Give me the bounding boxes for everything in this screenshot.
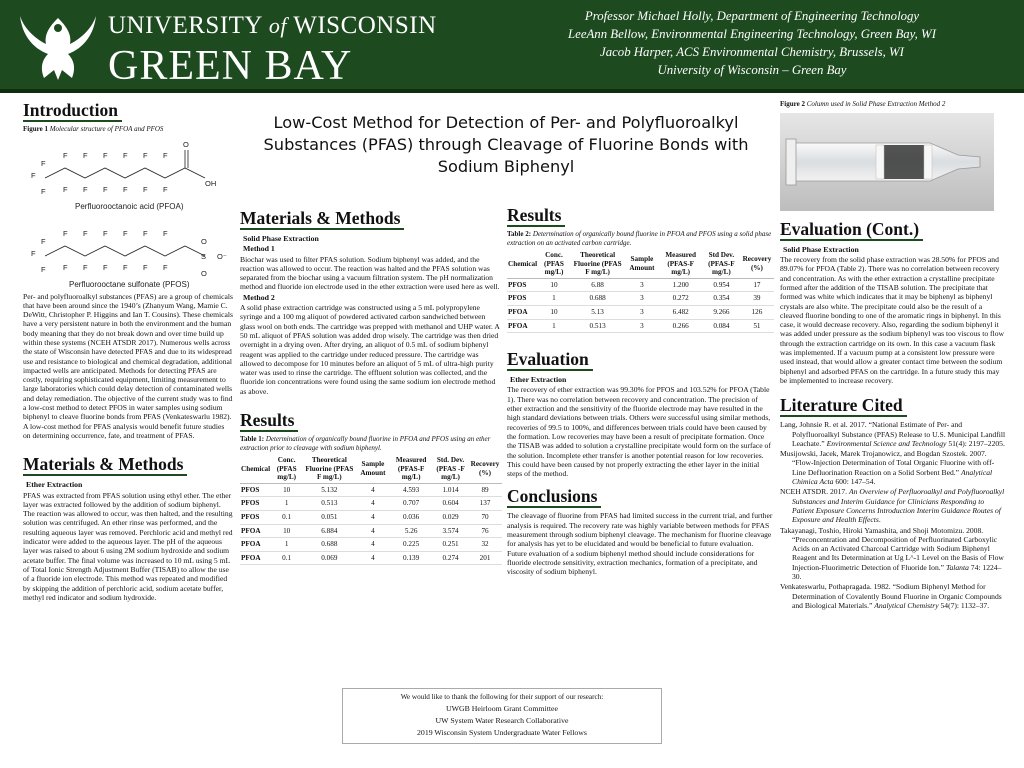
ether-extraction-text: PFAS was extracted from PFAS solution using ethyl ether. The ether layer was extracted followed by the addition of sodium biphenyl. The reaction was allowed to occur, was then halted, and the resulting solution was centrifuged. An ether rinse was performed, and the resulting aqueous layer was removed. Perchloric acid and methyl red indicator were added to the aqueous layer. The pH of the aqueous layer was raised to about 6 using 2M sodium hydroxide and sodium acetate buffer. The final volume was increased to 10 mL using 5 mL of Total Ionic Strength Adjustment Buffer (TISAB) to allow the use of a fluoride ion electrode. This method was repeated and modified by skipping the addition of perchloric acid, sodium acetate buffer, methyl red indicator and sodium hydroxide. (23, 490, 233, 602)
table-cell: 17 (740, 278, 774, 292)
table-row (240, 551, 502, 565)
table-cell: 4 (357, 497, 390, 511)
svg-text:O: O (183, 139, 189, 149)
table-cell: PFOS (240, 511, 271, 525)
poster-title: Low-Cost Method for Detection of Per- and Polyfluoroalkyl Substances (PFAS) through Cleavage of Fluorine Bonds with Sodium Biphenyl (263, 113, 749, 176)
method1-subheading: Method 1 (243, 244, 275, 254)
evaluation-text: The recovery of ether extraction was 99.30% for PFOS and 103.52% for PFOA (Table 1). There was no correlation between recovery and concentration. The precision of ether extraction and the sensitivity of the fluoride electrode may have resulted in the high standard deviations between trials. Others were successful using similar methods, recoveries of 99.5 to 100%, and differences between trials could have been caused by the formation. Low recoveries may have been a result of precipitate formation. Once the TISAB was added to solution a crystalline precipitate would form on the surface of the solution. Incomplete ether transfer is another potential reason for low recoveries. This could have been caused by not properly extracting the ether layer in the initial steps of the method. (507, 385, 771, 479)
svg-text:O⁻: O⁻ (217, 251, 227, 261)
svg-text:F: F (41, 264, 46, 274)
table-cell: 51 (740, 319, 774, 333)
svg-text:F: F (31, 248, 36, 258)
table-cell: PFOS (240, 483, 271, 497)
svg-text:F: F (143, 184, 148, 194)
table-header-cell: Theoretical Fluorine (PFAS F mg/L) (302, 455, 356, 483)
table-row (240, 511, 502, 525)
table-cell: 0.688 (302, 538, 356, 552)
table-cell: 3 (625, 278, 658, 292)
reference-item: Musijowski, Jacek, Marek Trojanowicz, and Bogdan Szostek. 2007. “Flow-Injection Determination of Total Organic Fluorine with off-Line Defluorination Reaction on a Solid Sorbent Bed.” Analytical Chimica Acta 600: 147–54. (780, 449, 995, 487)
svg-text:F: F (163, 184, 168, 194)
svg-text:F: F (163, 262, 168, 272)
table-cell: 6.88 (570, 278, 626, 292)
table-cell: 6.482 (658, 305, 703, 319)
intro-text: Per- and polyfluoroalkyl substances (PFAS) are a group of chemicals that have been around since the 1940’s (Zhanyum Wang, Mamie C. DeWitt, Christopher P. Higgins and Ian T. Cousins). These chemicals have a very persistent nature in both the environment and the human body meaning that they do not break down and over time build up within these systems (NCEH ATSDR 2017). Numerous wells across the state of Wisconsin have detected PFAS and due to its widespread use and resistance to biological and chemical degradation, additional impacted wells are anticipated. Methods for detecting PFAS are costly, requiring sophisticated equipment, limiting measurement to large laboratories which could delay detection of contaminated wells and delay remediation. The objective of the current study was to find a low-cost method to detect PFOS in water samples using sodium biphenyl to cleave fluorine bonds from PFAS (Venkateswarlu 1982). A low-cost method for PFAS analysis would benefit future studies on determining occurrence, fate, and treatment of PFAS. (23, 291, 233, 440)
phoenix-logo-icon (14, 8, 102, 84)
ack-intro: We would like to thank the following for their support of our research: (400, 693, 604, 701)
ether-extraction-subheading: Ether Extraction (26, 480, 83, 490)
table-row (240, 497, 502, 511)
svg-text:O: O (201, 236, 207, 246)
author-line: University of Wisconsin – Green Bay (657, 63, 847, 77)
svg-text:F: F (123, 184, 128, 194)
literature-cited-heading: Literature Cited (780, 395, 907, 417)
ack-item: UW System Water Research Collaborative (435, 716, 569, 725)
figure1-caption: Figure 1 Molecular structure of PFOA and PFOS (23, 125, 164, 133)
table-header-cell: Conc. (PFAS mg/L) (271, 455, 302, 483)
svg-text:F: F (63, 150, 68, 160)
poster-header (0, 0, 1024, 93)
table-cell: 0.139 (389, 551, 433, 565)
table-cell: 0.225 (389, 538, 433, 552)
svg-text:F: F (83, 262, 88, 272)
table-cell: 9.266 (703, 305, 740, 319)
table-cell: 3.574 (433, 524, 468, 538)
university-line: UNIVERSITY of WISCONSIN (108, 12, 437, 39)
svg-text:F: F (123, 262, 128, 272)
table-cell: 0.274 (433, 551, 468, 565)
column-3 (507, 205, 774, 577)
results-heading: Results (507, 205, 565, 227)
svg-text:Perfluorooctane sulfonate (PFO: Perfluorooctane sulfonate (PFOS) (69, 279, 190, 289)
evaluation-cont-heading: Evaluation (Cont.) (780, 219, 923, 241)
table-cell: 3 (625, 292, 658, 306)
table-cell: 1.200 (658, 278, 703, 292)
table-row (240, 538, 502, 552)
table-cell: 0.029 (433, 511, 468, 525)
table-cell: PFOS (240, 497, 271, 511)
table-cell: 0.084 (703, 319, 740, 333)
svg-text:F: F (41, 236, 46, 246)
table-cell: PFOS (507, 292, 538, 306)
reference-item: Venkateswarlu, Pothapragada. 1982. “Sodium Biphenyl Method for Determination of Covalently Bound Fluorine in Organic Compounds and Biological Materials.” Analytical Chemistry 54(7): 1132–37. (780, 582, 1002, 610)
svg-text:F: F (103, 228, 108, 238)
author-line: LeeAnn Bellow, Environmental Engineering Technology, Green Bay, WI (568, 27, 936, 41)
svg-text:F: F (103, 184, 108, 194)
table-cell: 4 (357, 483, 390, 497)
table-cell: 89 (468, 483, 502, 497)
table-cell: 10 (538, 305, 570, 319)
table-cell: 0.272 (658, 292, 703, 306)
table-header-cell: Theoretical Fluorine (PFAS F mg/L) (570, 250, 626, 278)
table-header-cell: Sample Amount (625, 250, 658, 278)
table-cell: PFOA (240, 538, 271, 552)
svg-text:F: F (123, 228, 128, 238)
table-row (507, 305, 774, 319)
table-cell: 0.036 (389, 511, 433, 525)
table-cell: 10 (538, 278, 570, 292)
table-cell: PFOA (240, 524, 271, 538)
table-header-cell: Conc. (PFAS mg/L) (538, 250, 570, 278)
svg-text:F: F (83, 184, 88, 194)
table-cell: 5.132 (302, 483, 356, 497)
table-cell: 32 (468, 538, 502, 552)
reference-item: Lang, Johnsie R. et al. 2017. “National Estimate of Per- and Polyfluoroalkyl Substance (PFAS) Release to U.S. Municipal Landfill Leachate.” Environmental Science and Technology 51(4): 2197–2205. (780, 420, 1006, 448)
spe-column-photo-icon (780, 113, 994, 211)
svg-text:F: F (123, 150, 128, 160)
pfos-structure-icon (23, 214, 233, 290)
results-table-1 (240, 455, 502, 565)
table1-caption: Table 1: Determination of organically bound fluorine in PFOA and PFOS using an ether extraction prior to cleavage with sodium biphenyl. (240, 435, 491, 452)
table-cell: 1 (271, 497, 302, 511)
ether-extraction-subheading: Ether Extraction (510, 375, 567, 385)
table-header-cell: Chemical (240, 455, 271, 483)
results-heading: Results (240, 410, 298, 432)
author-line: Professor Michael Holly, Department of Engineering Technology (584, 9, 920, 23)
table-header-cell: Std Dev. (PFAS-F mg/L) (703, 250, 740, 278)
table-row (240, 483, 502, 497)
svg-text:Perfluorooctanoic acid (PFOA): Perfluorooctanoic acid (PFOA) (75, 201, 184, 211)
svg-text:F: F (143, 150, 148, 160)
ack-item: 2019 Wisconsin System Undergraduate Water Fellows (417, 728, 587, 737)
table-cell: PFOS (507, 278, 538, 292)
table-cell: 126 (740, 305, 774, 319)
svg-text:F: F (163, 150, 168, 160)
table-cell: 137 (468, 497, 502, 511)
svg-text:F: F (163, 228, 168, 238)
svg-text:F: F (143, 228, 148, 238)
table-cell: 39 (740, 292, 774, 306)
table-header-cell: Measured (PFAS-F mg/L) (389, 455, 433, 483)
pfoa-structure-icon (23, 136, 233, 212)
table-header-cell: Recovery (%) (740, 250, 774, 278)
svg-text:F: F (63, 262, 68, 272)
acknowledgements-box (342, 688, 662, 744)
svg-text:S: S (201, 251, 207, 261)
table-row (507, 319, 774, 333)
ack-item: UWGB Heirloom Grant Committee (446, 704, 558, 713)
evaluation-heading: Evaluation (507, 349, 593, 371)
table-cell: 5.13 (570, 305, 626, 319)
table-cell: 1 (271, 538, 302, 552)
table-cell: 70 (468, 511, 502, 525)
table-cell: 5.26 (389, 524, 433, 538)
author-list (492, 7, 1012, 79)
table-cell: 4 (357, 538, 390, 552)
svg-text:F: F (103, 262, 108, 272)
table-row (507, 292, 774, 306)
table-cell: 4.593 (389, 483, 433, 497)
conclusions-text: The cleavage of fluorine from PFAS had limited success in the current trial, and further analysis is required. The recovery rate was highly variable between methods for PFAS measurement through sodium biphenyl cleavage. The mechanism for fluorine cleavage for analysis has yet to be elucidated and would be beneficial to future evaluation. Future evaluation of a sodium biphenyl method should include considerations for fluoride electrode sensitivity, extraction mechanics, formation of a precipitate, and viscosity of sodium biphenyl. (507, 511, 773, 577)
table2-caption: Table 2: Determination of organically bound fluorine in PFOA and PFOS using a solid phase extraction on an activated carbon cartridge. (507, 230, 772, 247)
svg-text:F: F (83, 150, 88, 160)
figure2-caption: Figure 2 Column used in Solid Phase Extraction Method 2 (780, 100, 946, 108)
spe-subheading: Solid Phase Extraction (243, 234, 319, 243)
table-cell: 0.954 (703, 278, 740, 292)
conclusions-heading: Conclusions (507, 486, 601, 508)
table-cell: 4 (357, 524, 390, 538)
column-4 (780, 100, 1006, 611)
table-cell: 3 (625, 305, 658, 319)
reference-item: Takayanagi, Toshio, Hiroki Yamashita, and Shoji Motomizu. 2008. “Preconcentration and Decomposition of Perfluorinated Carboxylic Acids on an Activated Charcoal Cartridge with Sodium Biphenyl Reagent and Its Determination at Ug L^-1 Level on the Basis of Flow Injection-Fluorimetric Detection of Fluoride Ion.” Talanta 74: 1224–30. (780, 525, 1004, 581)
table-row (240, 524, 502, 538)
table-cell: 0.707 (389, 497, 433, 511)
table-cell: 0.051 (302, 511, 356, 525)
reference-list (780, 420, 1006, 610)
table-header-cell: Measured (PFAS-F mg/L) (658, 250, 703, 278)
table-cell: 4 (357, 511, 390, 525)
intro-heading: Introduction (23, 100, 122, 122)
table-cell: 1 (538, 292, 570, 306)
svg-text:F: F (143, 262, 148, 272)
svg-text:OH: OH (205, 178, 217, 188)
table-cell: 6.884 (302, 524, 356, 538)
table-cell: 0.1 (271, 511, 302, 525)
table-cell: PFOA (507, 305, 538, 319)
table-header-cell: Std. Dev. (PFAS -F mg/L) (433, 455, 468, 483)
materials-methods-heading: Materials & Methods (23, 454, 187, 476)
table-cell: 4 (357, 551, 390, 565)
table-cell: 0.513 (570, 319, 626, 333)
column-1 (23, 100, 233, 602)
method1-text: Biochar was used to filter PFAS solution. Sodium biphenyl was added, and the reaction was allowed to occur. The reaction was halted and the PFAS solution was separated from the biochar using a vacuum filtration system. The pH normalization method and fluoride ion electrode used in the ether extraction were used here as well. (240, 254, 500, 292)
table-cell: 0.251 (433, 538, 468, 552)
svg-text:F: F (41, 158, 46, 168)
materials-methods-heading: Materials & Methods (240, 208, 404, 230)
evaluation-cont-text: The recovery from the solid phase extraction was 28.50% for PFOS and 89.07% for PFOA (Table 2). There was no correlation between recovery and concentration. As with the ether extraction a crystalline precipitate formed after the addition of the TISAB solution. The precipitate that formed was white which indicates that it may be biphenyl as biphenyl crystals are also white. The precipitate could also be the result of a cleaved fluorine bonding to one of the aromatic rings in biphenyl. In this case, it would decrease recovery. Also, regarding the sodium biphenyl it was added under pressure as the sodium biphenyl was too viscous to flow through the extraction cartridge on its own. In this case a vacuum flask was implemented. If a vacuum pump at a consistent low pressure were used instead, that would allow a greater contact time between the sodium biphenyl and adsorbed PFAS on the cartridge. In a future study this may be implemented to increase recovery. (780, 255, 1004, 385)
table-cell: 201 (468, 551, 502, 565)
table-cell: 0.069 (302, 551, 356, 565)
svg-text:F: F (31, 170, 36, 180)
table-row (507, 278, 774, 292)
spe-subheading: Solid Phase Extraction (783, 244, 859, 254)
table-cell: 1.014 (433, 483, 468, 497)
reference-item: NCEH ATSDR. 2017. An Overview of Perfluoroalkyl and Polyfluoroalkyl Substances and Interim Guidance for Clinicians Responding to Patient Exposure Concerns Introduction Interim Guidance Routes of Exposure and Health Effects. (780, 487, 1005, 525)
svg-text:F: F (63, 184, 68, 194)
method2-subheading: Method 2 (243, 292, 275, 302)
table-cell: 10 (271, 483, 302, 497)
table-cell: 3 (625, 319, 658, 333)
table-header-cell: Recovery (%) (468, 455, 502, 483)
svg-text:F: F (83, 228, 88, 238)
table-cell: PFOA (507, 319, 538, 333)
results-table-2 (507, 250, 774, 333)
table-header-cell: Sample Amount (357, 455, 390, 483)
table-cell: 0.266 (658, 319, 703, 333)
table-cell: 0.688 (570, 292, 626, 306)
author-line: Jacob Harper, ACS Environmental Chemistry, Brussels, WI (600, 45, 904, 59)
table-cell: 0.1 (271, 551, 302, 565)
green-bay-wordmark: GREEN BAY (108, 43, 353, 89)
table-header-cell: Chemical (507, 250, 538, 278)
svg-text:F: F (63, 228, 68, 238)
table-cell: 76 (468, 524, 502, 538)
table-cell: PFOA (240, 551, 271, 565)
svg-text:F: F (41, 186, 46, 196)
table-cell: 1 (538, 319, 570, 333)
method2-text: A solid phase extraction cartridge was constructed using a 5 mL polypropylene syringe and a 100 mg aliquot of powdered activated carbon sandwiched between glass wool on both ends. The cartridge was prepped with methanol and UHP water. A 50 mL aliquot of PFAS solution was added drop wisely. The cartridge was then dried overnight in a drying oven. After drying, an aliquot of 0.5 mL of sodium biphenyl reagent was applied to the cartridge under reduced pressure. The cartridge was allowed to decompose for 10 minutes before an aliquot of 5 mL of ultra-high purity water was used to rinse the cartridge. The effluent solution was collected, and the fluoride ion concentrations were found using the same sodium ion electrode method as above. (240, 303, 500, 396)
table-cell: 0.604 (433, 497, 468, 511)
svg-text:F: F (103, 150, 108, 160)
table-cell: 0.354 (703, 292, 740, 306)
svg-text:O: O (201, 268, 207, 278)
table-cell: 0.513 (302, 497, 356, 511)
table-cell: 10 (271, 524, 302, 538)
column-2 (240, 208, 502, 565)
